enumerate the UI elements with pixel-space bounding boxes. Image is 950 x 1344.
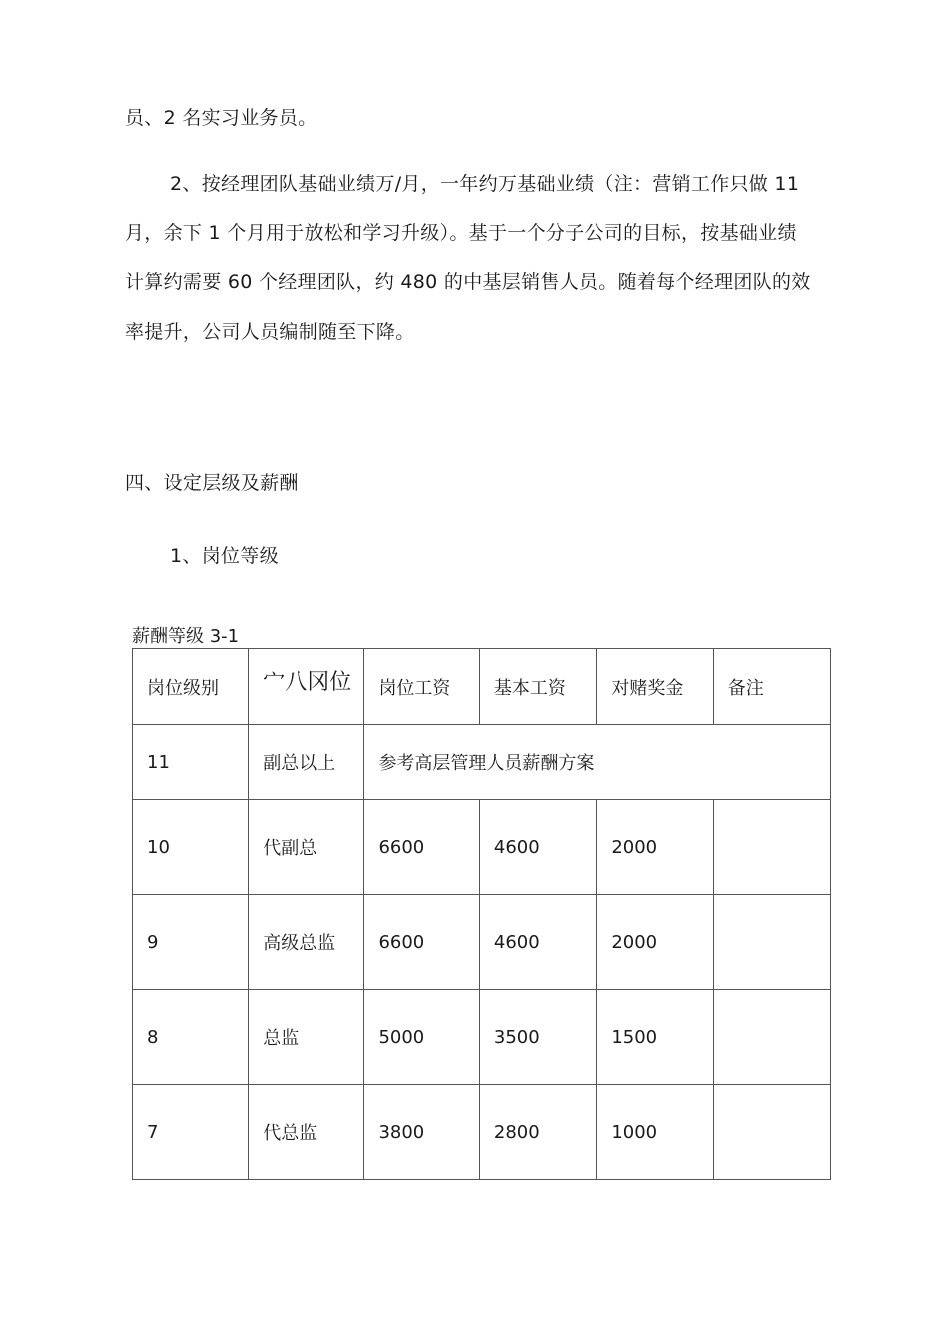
position-cell: 高级总监: [249, 895, 364, 990]
paragraph-line-3: 月，余下 1 个月用于放松和学习升级）。基于一个分子公司的目标，按基础业绩: [125, 222, 797, 244]
remark-cell: [713, 800, 830, 895]
table-row: [133, 725, 831, 800]
merged-note-cell: 参考高层管理人员薪酬方案: [364, 725, 831, 800]
table-row: [133, 895, 831, 990]
position-cell: 代副总: [249, 800, 364, 895]
header-cell: 对赌奖金: [597, 649, 713, 725]
base-wage-cell: 2800: [479, 1085, 596, 1180]
table-caption: 薪酬等级 3-1: [132, 626, 240, 647]
paragraph-line-2: 2、按经理团队基础业绩万/月，一年约万基础业绩（注：营销工作只做 11: [170, 173, 800, 195]
position-cell: 总监: [249, 990, 364, 1085]
header-cell-text: 宀八冈位: [263, 670, 352, 695]
post-wage-cell: 6600: [364, 800, 479, 895]
header-cell: 基本工资: [479, 649, 596, 725]
bonus-cell: 1500: [597, 990, 713, 1085]
bonus-cell: 2000: [597, 800, 713, 895]
header-cell: 备注: [713, 649, 830, 725]
paragraph-line-4: 计算约需要 60 个经理团队，约 480 的中基层销售人员。随着每个经理团队的效: [125, 271, 811, 293]
remark-cell: [713, 895, 830, 990]
table-header-row: [133, 649, 831, 725]
salary-grade-table: [132, 648, 831, 1180]
bonus-cell: 1000: [597, 1085, 713, 1180]
header-cell: 岗位级别: [133, 649, 249, 725]
level-cell: 7: [133, 1085, 249, 1180]
paragraph-line-1: 员、2 名实习业务员。: [125, 107, 318, 129]
level-cell: 10: [133, 800, 249, 895]
base-wage-cell: 4600: [479, 800, 596, 895]
table-row: [133, 800, 831, 895]
header-cell: [249, 649, 364, 725]
remark-cell: [713, 1085, 830, 1180]
position-cell: 副总以上: [249, 725, 364, 800]
level-cell: 11: [133, 725, 249, 800]
level-cell: 9: [133, 895, 249, 990]
table-row: [133, 1085, 831, 1180]
bonus-cell: 2000: [597, 895, 713, 990]
base-wage-cell: 4600: [479, 895, 596, 990]
position-cell: 代总监: [249, 1085, 364, 1180]
post-wage-cell: 6600: [364, 895, 479, 990]
subsection-heading: 1、岗位等级: [170, 545, 279, 567]
remark-cell: [713, 990, 830, 1085]
level-cell: 8: [133, 990, 249, 1085]
post-wage-cell: 3800: [364, 1085, 479, 1180]
paragraph-line-5: 率提升，公司人员编制随至下降。: [125, 321, 415, 343]
section-heading: 四、设定层级及薪酬: [125, 472, 299, 494]
base-wage-cell: 3500: [479, 990, 596, 1085]
table-row: [133, 990, 831, 1085]
post-wage-cell: 5000: [364, 990, 479, 1085]
header-cell: 岗位工资: [364, 649, 479, 725]
